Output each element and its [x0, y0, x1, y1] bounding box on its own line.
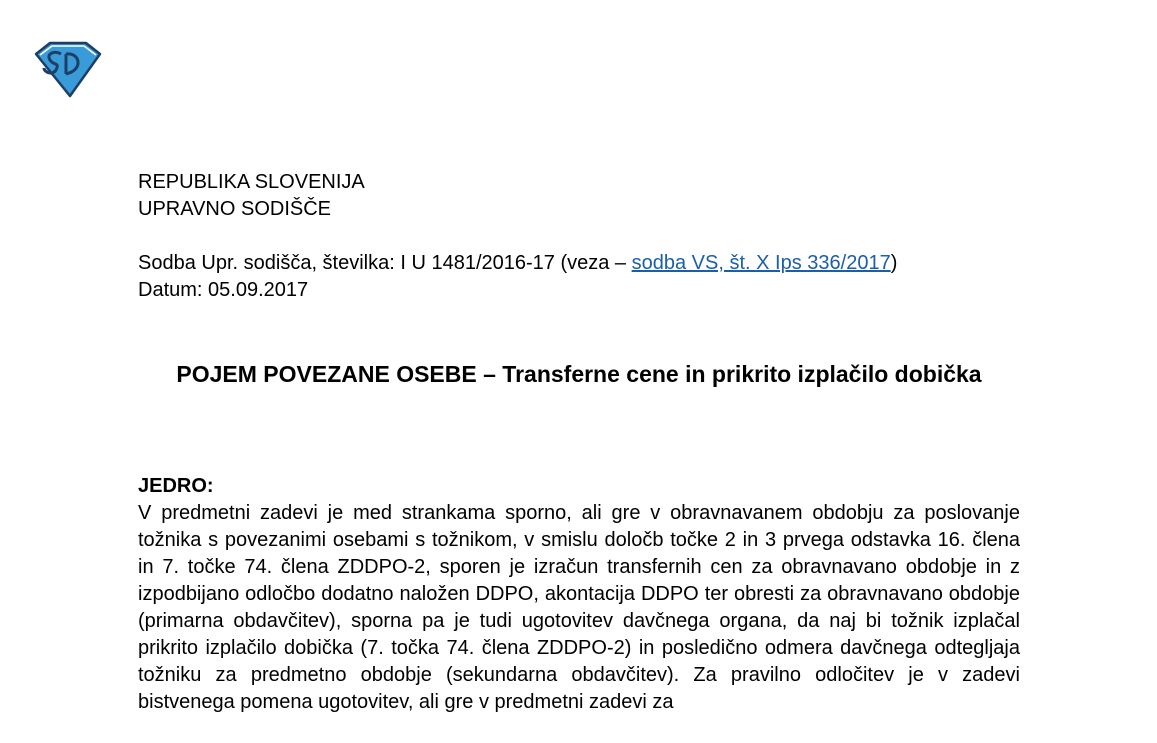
core-section [138, 473, 1020, 716]
court-name: UPRAVNO SODIŠČE [138, 198, 331, 220]
citation-suffix: ) [890, 252, 898, 274]
core-body: V predmetni zadevi je med strankama sporno, ali gre v obravnavanem obdobju za poslovanje tožnika s povezanimi osebami s tožnikom, v smislu določb točke 2 in 3 prvega odstavka 16. člena in 7. točke 74. člena ZDDPO-2, sporen je izračun transfernih cen za obravnavano obdobje in z izpodbijano odločbo dodatno naložen DDPO, akontacija DDPO ter obresti za obravnavano obdobje (primarna obdavčitev), sporna pa je tudi ugotovitev davčnega organa, da naj bi tožnik izplačal prikrito izplačilo dobička (7. točka 74. člena ZDDPO-2) in posledično odmera davčnega odtegljaja tožniku za predmetno obdobje (sekundarna obdavčitev). Za pravilno odločitev je v zadevi bistvenega pomena ugotovitev, ali gre v predmetni zadevi za [138, 502, 1020, 713]
case-citation [138, 250, 1020, 304]
shield-logo-icon [30, 40, 104, 100]
citation-prefix: Sodba Upr. sodišča, številka: I U 1481/2016-17 (veza – [138, 252, 632, 274]
logo [30, 40, 104, 100]
citation-line [138, 250, 1020, 277]
judgment-date: Datum: 05.09.2017 [138, 279, 309, 301]
document-header [138, 169, 1020, 223]
document-title: POJEM POVEZANE OSEBE – Transferne cene in prikrito izplačilo dobička [176, 361, 982, 387]
supreme-court-judgment-link[interactable]: sodba VS, št. X Ips 336/2017 [631, 252, 891, 274]
core-heading: JEDRO: [138, 475, 214, 497]
republic-name: REPUBLIKA SLOVENIJA [138, 171, 365, 193]
